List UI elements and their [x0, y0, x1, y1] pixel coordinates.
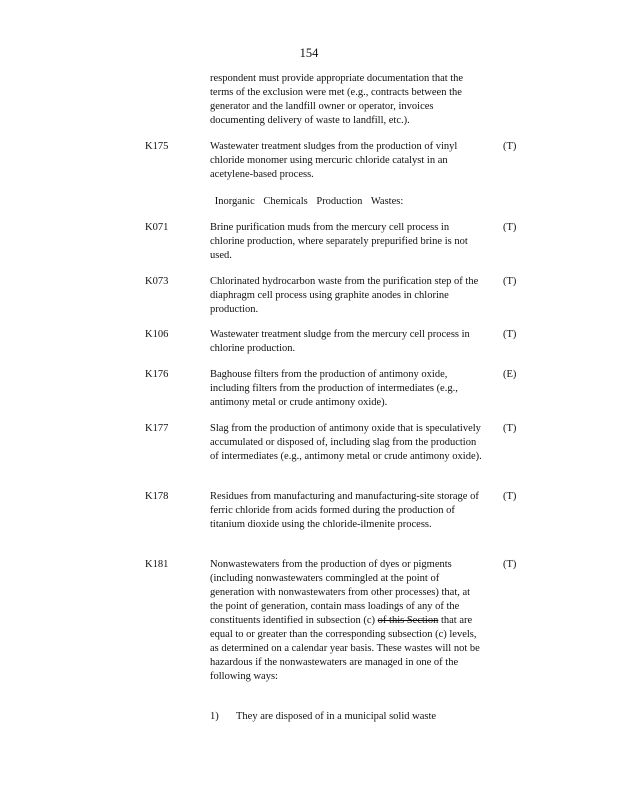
intro-paragraph: respondent must provide appropriate documentation that the terms of the exclusion were met (e.g., contracts between the generator and the landfill owner or operator, invoices documenting delivery of waste to landfill, etc.).	[210, 73, 464, 126]
waste-code: K177	[145, 423, 169, 434]
waste-description: Baghouse filters from the production of antimony oxide, including filters from the production of intermediates (e.g., antimony metal or crude antimony oxide).	[210, 369, 458, 408]
hazard-code: (T)	[503, 423, 517, 434]
hazard-code: (T)	[503, 222, 517, 233]
waste-code: K181	[145, 559, 169, 570]
list-text: They are disposed of in a municipal solid waste	[236, 711, 437, 722]
waste-code: K175	[145, 141, 169, 152]
section-heading: Inorganic Chemicals Production Wastes:	[214, 196, 404, 207]
waste-description: Brine purification muds from the mercury cell process in chlorine production, where separately prepurified brine is not used.	[210, 222, 468, 261]
waste-description: Wastewater treatment sludge from the mercury cell process in chlorine production.	[210, 329, 470, 354]
waste-description: Slag from the production of antimony oxide that is speculatively accumulated or disposed of, including slag from the production of intermediates (e.g., antimony metal or crude antimony oxide).	[210, 423, 482, 462]
page-number: 154	[299, 46, 319, 60]
waste-description: Wastewater treatment sludges from the production of vinyl chloride monomer using mercuric chloride catalyst in an acetylene-based process.	[210, 141, 458, 180]
waste-description: Residues from manufacturing and manufacturing-site storage of ferric chloride from acids formed during the production of titanium dioxide using the chloride-ilmenite process.	[210, 491, 479, 530]
waste-description: Chlorinated hydrocarbon waste from the purification step of the diaphragm cell process using graphite anodes in chlorine production.	[210, 276, 479, 315]
k181-text-after: that are equal to or greater than the corresponding subsection (c) levels, as determined on a calendar year basis. These wastes will not be hazardous if the nonwastewaters are managed in one of the following ways:	[210, 615, 480, 682]
hazard-code: (E)	[503, 369, 517, 380]
hazard-code: (T)	[503, 491, 517, 502]
waste-description	[210, 558, 484, 684]
list-item	[210, 710, 490, 724]
waste-code: K176	[145, 369, 169, 380]
waste-code: K071	[145, 222, 169, 233]
hazard-code: (T)	[503, 276, 517, 287]
struck-text: of this Section	[377, 615, 439, 626]
hazard-code: (T)	[503, 559, 517, 570]
waste-code: K178	[145, 491, 169, 502]
hazard-code: (T)	[503, 141, 517, 152]
k181-text-before: Nonwastewaters from the production of dyes or pigments (including nonwastewaters commingled at the point of generation with nonwastewaters from other processes) that, at the point of generation, contain mass loadings of any of the constituents identified in subsection (c)	[210, 559, 471, 626]
waste-code: K073	[145, 276, 169, 287]
hazard-code: (T)	[503, 329, 517, 340]
waste-code: K106	[145, 329, 169, 340]
list-number: 1)	[210, 711, 219, 722]
